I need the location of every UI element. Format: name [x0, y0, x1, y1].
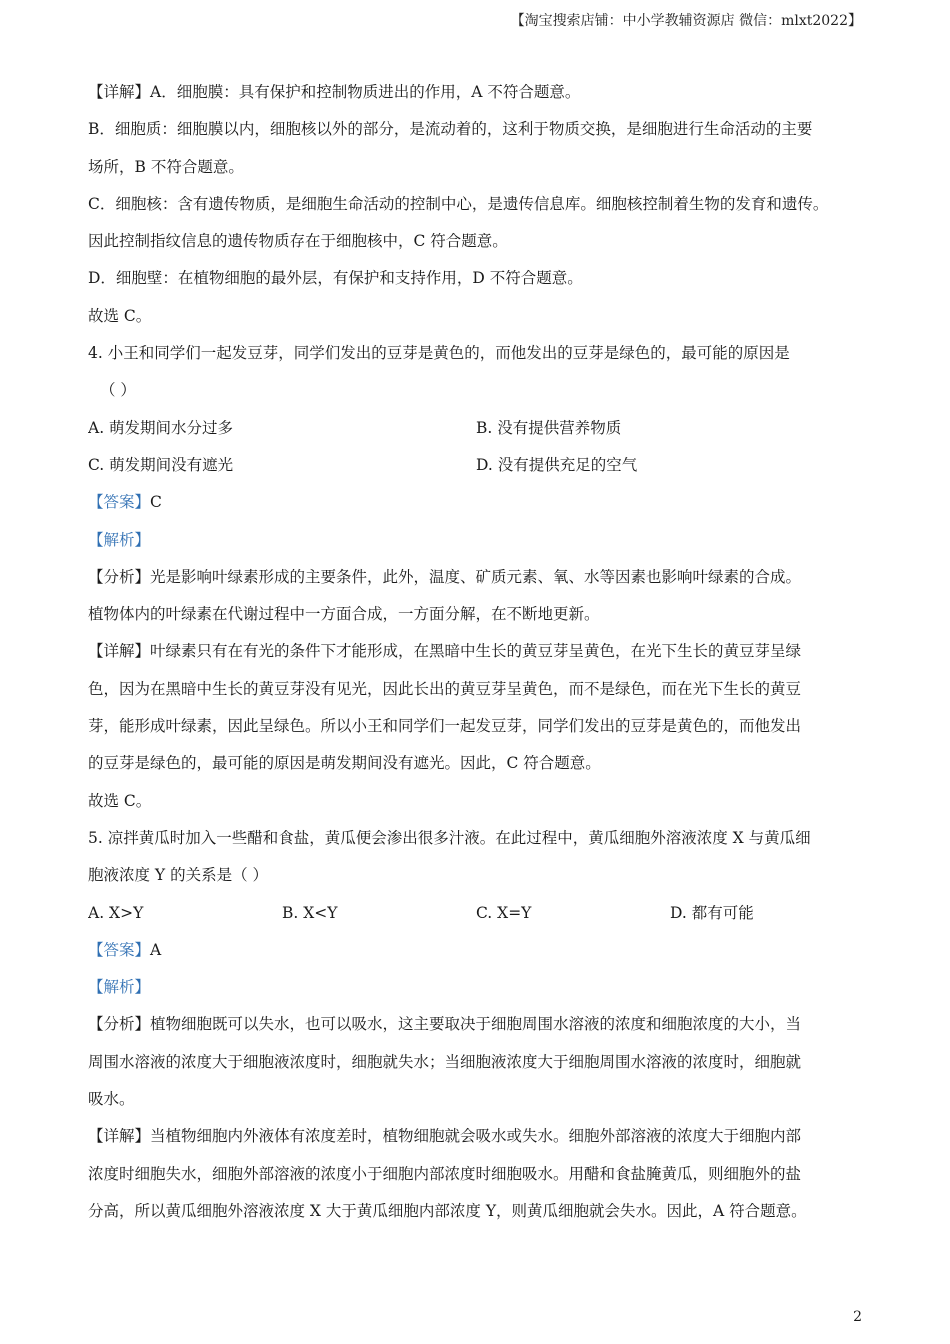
q5-detail-2: 浓度时细胞失水，细胞外部溶液的浓度小于细胞内部浓度时细胞吸水。用醋和食盐腌黄瓜，则细胞外的盐	[88, 1164, 802, 1183]
q3-detail-a: 【详解】A．细胞膜：具有保护和控制物质进出的作用，A 不符合题意。	[88, 83, 581, 101]
q4-stem-2: （ ）	[100, 381, 136, 400]
q5-analysis-tag: 【解析】	[88, 978, 151, 997]
q4-options-row-1	[88, 410, 868, 447]
q5-detail-3: 分高，所以黄瓜细胞外溶液浓度 X 大于黄瓜细胞内部浓度 Y，则黄瓜细胞就会失水。因此，A 符合题意。	[88, 1201, 807, 1220]
page-header: 【淘宝搜索店铺：中小学教辅资源店 微信：mlxt2022】	[510, 13, 862, 29]
page-number: 2	[853, 1309, 862, 1325]
q3-detail-d: D．细胞壁：在植物细胞的最外层，有保护和支持作用，D 不符合题意。	[88, 269, 583, 288]
q4-detail-3: 芽，能形成叶绿素，因此呈绿色。所以小王和同学们一起发豆芽，同学们发出的豆芽是黄色的，而他发出	[88, 717, 802, 736]
fenxi-tag: 【分析】	[88, 567, 151, 586]
q5-options-row	[88, 895, 868, 932]
q4-fenxi-2: 植物体内的叶绿素在代谢过程中一方面合成，一方面分解，在不断地更新。	[88, 605, 600, 624]
q5-stem-2: 胞液浓度 Y 的关系是（ ）	[88, 866, 269, 885]
q4-option-b: B. 没有提供营养物质	[476, 418, 622, 437]
q4-detail-1: 【详解】叶绿素只有在有光的条件下才能形成，在黑暗中生长的黄豆芽呈黄色，在光下生长的黄豆芽呈绿	[88, 642, 802, 661]
q4-option-a: A. 萌发期间水分过多	[88, 418, 234, 437]
document-body	[88, 74, 868, 1230]
detail-tag: 【详解】	[88, 83, 151, 101]
q3-choose: 故选 C。	[88, 306, 152, 325]
answer-tag: 【答案】	[88, 940, 151, 959]
q4-choose: 故选 C。	[88, 791, 152, 810]
q5-fenxi-1: 【分析】植物细胞既可以失水，也可以吸水，这主要取决于细胞周围水溶液的浓度和细胞浓度的大小，当	[88, 1015, 802, 1034]
q3-detail-b-2: 场所，B 不符合题意。	[88, 157, 244, 176]
detail-tag: 【详解】	[88, 1127, 151, 1146]
q3-detail-b-1: B．细胞质：细胞膜以内，细胞核以外的部分，是流动着的，这利于物质交换，是细胞进行生命活动的主要	[88, 120, 813, 139]
q5-fenxi-3: 吸水。	[88, 1090, 135, 1109]
q5-answer: 【答案】A	[88, 940, 162, 959]
q4-detail-2: 色，因为在黑暗中生长的黄豆芽没有见光，因此长出的黄豆芽呈黄色，而不是绿色，而在光下生长的黄豆	[88, 679, 802, 698]
q4-option-d: D. 没有提供充足的空气	[476, 455, 638, 474]
q5-detail-1: 【详解】当植物细胞内外液体有浓度差时，植物细胞就会吸水或失水。细胞外部溶液的浓度大于细胞内部	[88, 1127, 802, 1146]
q4-answer: 【答案】C	[88, 493, 162, 512]
q4-fenxi-1: 【分析】光是影响叶绿素形成的主要条件，此外，温度、矿质元素、氧、水等因素也影响叶绿素的合成。	[88, 567, 802, 586]
q5-option-d: D. 都有可能	[670, 903, 754, 922]
q4-option-c: C. 萌发期间没有遮光	[88, 455, 234, 474]
q4-detail-4: 的豆芽是绿色的，最可能的原因是萌发期间没有遮光。因此，C 符合题意。	[88, 754, 601, 773]
detail-tag: 【详解】	[88, 642, 151, 661]
q4-analysis-tag: 【解析】	[88, 530, 151, 549]
q3-detail-c-1: C．细胞核：含有遗传物质，是细胞生命活动的控制中心，是遗传信息库。细胞核控制着生物的发育和遗传。	[88, 194, 829, 213]
q5-fenxi-2: 周围水溶液的浓度大于细胞液浓度时，细胞就失水；当细胞液浓度大于细胞周围水溶液的浓度时，细胞就	[88, 1052, 802, 1071]
q3-detail-c-2: 因此控制指纹信息的遗传物质存在于细胞核中，C 符合题意。	[88, 232, 508, 251]
q5-option-b: B. X<Y	[282, 903, 338, 922]
q4-options-row-2	[88, 447, 868, 484]
fenxi-tag: 【分析】	[88, 1015, 151, 1034]
q5-option-a: A. X>Y	[88, 903, 144, 922]
q5-stem-1: 5. 凉拌黄瓜时加入一些醋和食盐，黄瓜便会渗出很多汁液。在此过程中，黄瓜细胞外溶液浓度 X 与黄瓜细	[88, 828, 811, 847]
q4-stem-1: 4. 小王和同学们一起发豆芽，同学们发出的豆芽是黄色的，而他发出的豆芽是绿色的，最可能的原因是	[88, 344, 790, 363]
q5-option-c: C. X=Y	[476, 903, 532, 922]
answer-tag: 【答案】	[88, 493, 151, 512]
